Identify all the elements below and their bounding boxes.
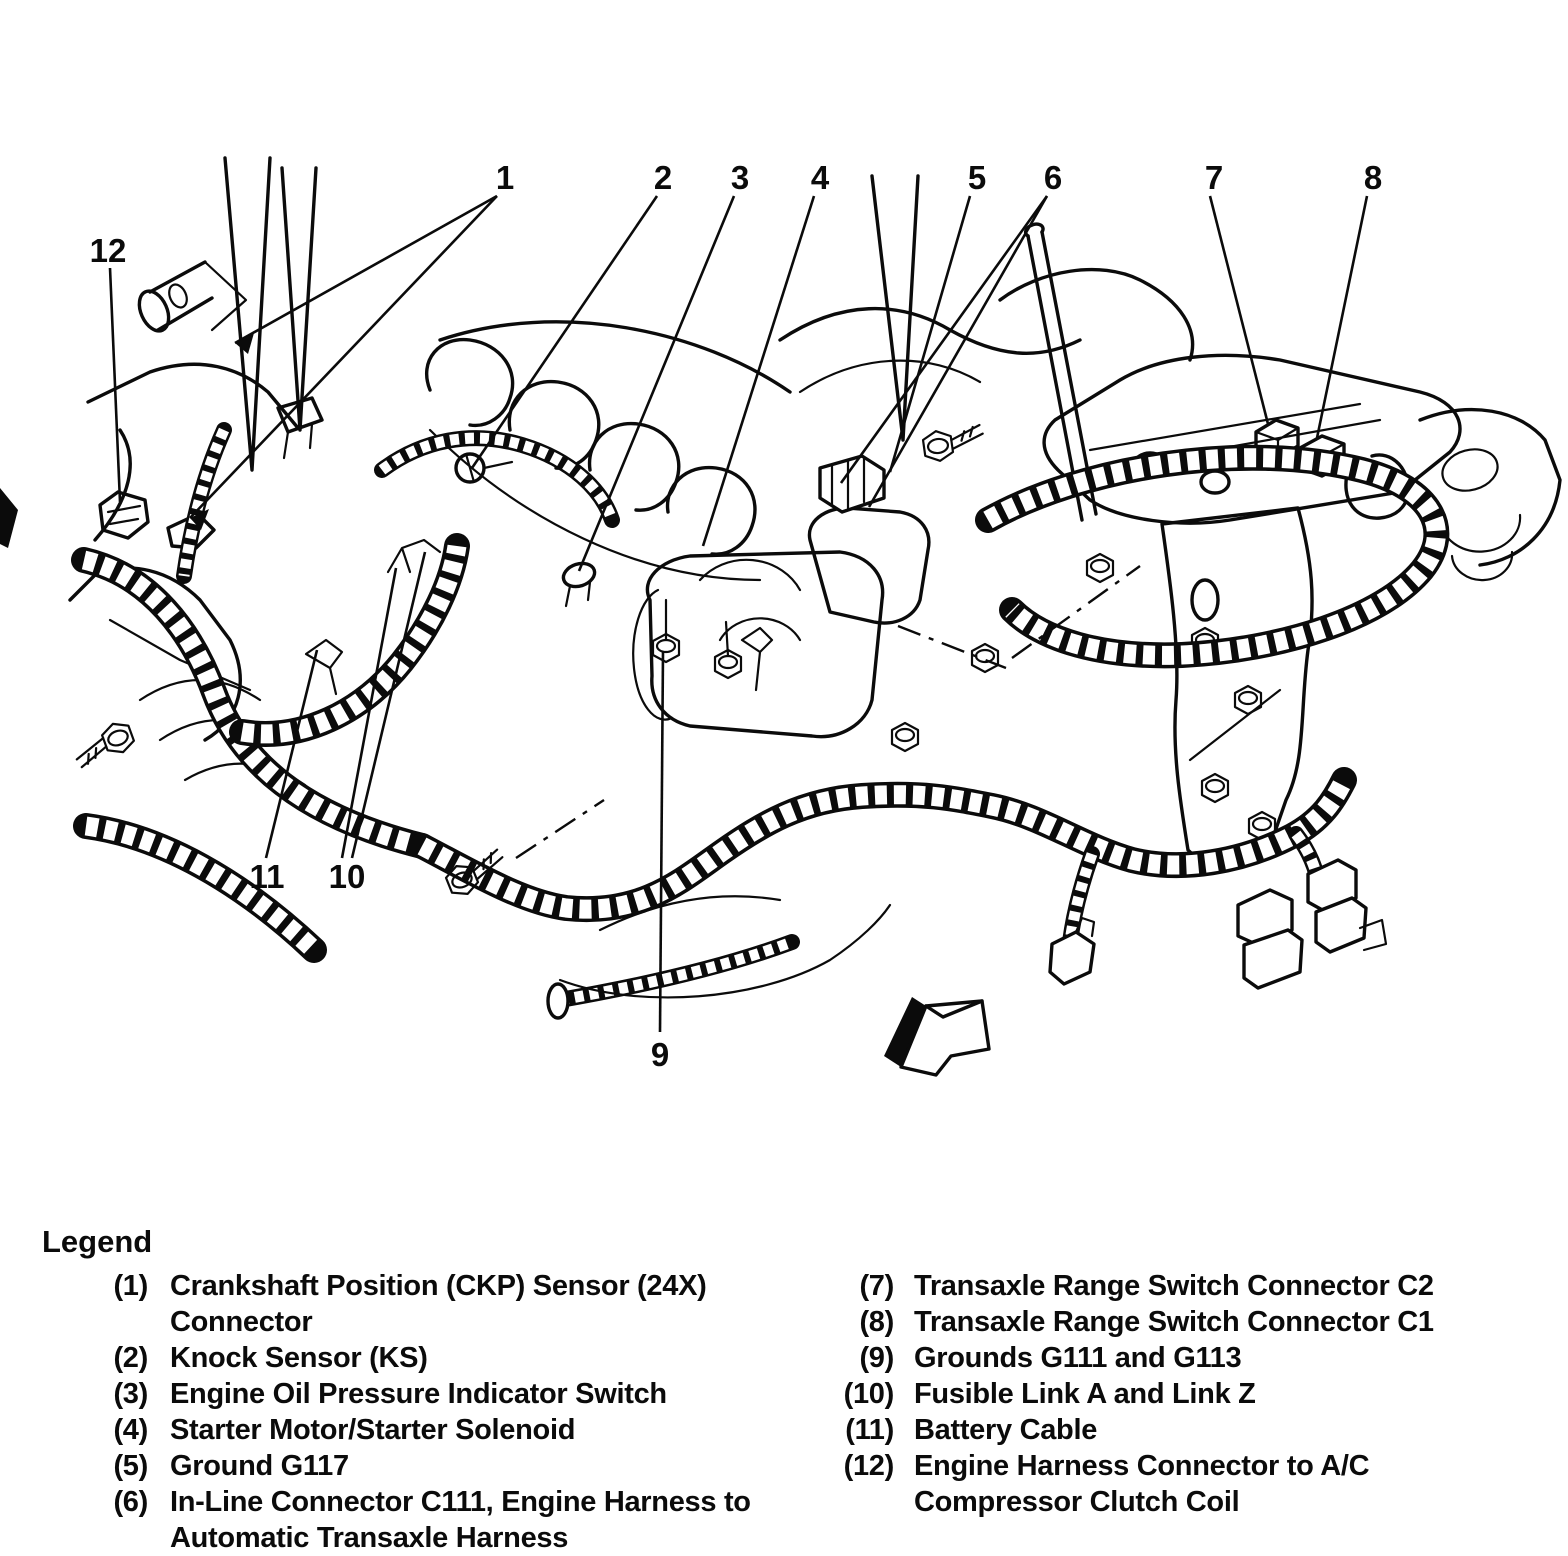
- legend-item-text: Starter Motor/Starter Solenoid: [170, 1414, 576, 1446]
- legend-item-text: Crankshaft Position (CKP) Sensor (24X) Connector: [170, 1270, 707, 1338]
- valve-cover: [1044, 355, 1460, 523]
- legend-column-left: [40, 1268, 776, 1556]
- legend-item-number: (11): [845, 1414, 894, 1446]
- legend-item-10: [770, 1376, 1434, 1412]
- legend-item-text: Transaxle Range Switch Connector C2: [914, 1270, 1434, 1302]
- callout-label-11: 11: [249, 858, 285, 895]
- legend-item-text: Battery Cable: [914, 1414, 1098, 1446]
- legend-item-11: [770, 1412, 1434, 1448]
- legend-item-text: Engine Harness Connector to A/C Compressor Clutch Coil: [914, 1450, 1370, 1518]
- callout-label-6: 6: [1043, 159, 1063, 196]
- legend-item-text: Transaxle Range Switch Connector C1: [914, 1306, 1434, 1338]
- callout-label-5: 5: [967, 159, 987, 196]
- legend-item-number: (12): [843, 1450, 894, 1482]
- view-direction-arrow-icon: [884, 997, 989, 1075]
- legend-item-text: Knock Sensor (KS): [170, 1342, 428, 1374]
- leader-line-2: [472, 196, 657, 468]
- leader-line-8: [1317, 196, 1367, 438]
- leader-arrowhead-1a: [235, 333, 254, 354]
- legend-item-4: [40, 1412, 776, 1448]
- legend-title: Legend: [42, 1224, 153, 1259]
- accessory-bracket-spikes: [225, 158, 918, 470]
- legend-item-number: (7): [859, 1270, 894, 1302]
- harness-connectors: [1238, 860, 1386, 988]
- engine-line-art: [0, 158, 1560, 1018]
- leader-line-4: [703, 196, 814, 546]
- page-edge-mark: [0, 488, 18, 548]
- callout-label-4: 4: [810, 159, 830, 196]
- leader-line-12: [110, 268, 120, 502]
- mounting-bracket: [1162, 508, 1312, 865]
- leader-line-11: [266, 650, 317, 858]
- legend-item-text: Fusible Link A and Link Z: [914, 1378, 1256, 1410]
- legend-item-number: (2): [113, 1342, 148, 1374]
- conduit-open-end: [548, 984, 568, 1018]
- ground-studs-g111-g113: [653, 600, 741, 678]
- callout-label-12: 12: [89, 232, 127, 269]
- legend-item-number: (10): [843, 1378, 894, 1410]
- legend-item-number: (6): [113, 1486, 148, 1518]
- legend-item-2: [40, 1340, 776, 1376]
- fusible-links: [388, 540, 440, 572]
- legend-item-number: (1): [113, 1270, 148, 1302]
- legend-item-5: [40, 1448, 776, 1484]
- legend-item-8: [770, 1304, 1434, 1340]
- legend-item-9: [770, 1340, 1434, 1376]
- legend-item-3: [40, 1376, 776, 1412]
- legend-item-number: (5): [113, 1450, 148, 1482]
- leader-lines: [110, 196, 1367, 1032]
- legend-item-12: [770, 1448, 1434, 1520]
- legend-item-7: [770, 1268, 1434, 1304]
- legend-column-right: [770, 1268, 1434, 1520]
- legend-item-number: (8): [859, 1306, 894, 1338]
- leader-line-1a: [235, 196, 497, 343]
- exhaust-manifold: [427, 322, 790, 580]
- leader-line-7: [1210, 196, 1268, 424]
- oil-pressure-switch: [560, 560, 597, 606]
- callout-label-7: 7: [1204, 159, 1224, 196]
- callout-label-1: 1: [495, 159, 515, 196]
- leader-line-3: [579, 196, 734, 571]
- legend-item-number: (3): [113, 1378, 148, 1410]
- legend-item-text: Ground G117: [170, 1450, 349, 1482]
- legend-item-number: (9): [859, 1342, 894, 1374]
- legend-item-text: Grounds G111 and G113: [914, 1342, 1242, 1374]
- legend-item-text: In-Line Connector C111, Engine Harness to Automatic Transaxle Harness: [170, 1486, 751, 1554]
- callout-label-8: 8: [1363, 159, 1383, 196]
- legend-item-6: [40, 1484, 776, 1556]
- battery-cable-lug: [306, 640, 342, 694]
- legend-item-number: (4): [113, 1414, 148, 1446]
- callout-label-9: 9: [650, 1036, 670, 1073]
- inline-connector-c111: [820, 456, 884, 512]
- leader-line-1b: [190, 196, 497, 518]
- starter-motor: [633, 508, 929, 737]
- legend-item-1: [40, 1268, 776, 1340]
- callout-label-3: 3: [730, 159, 750, 196]
- legend-item-text: Engine Oil Pressure Indicator Switch: [170, 1378, 667, 1410]
- callout-label-2: 2: [653, 159, 673, 196]
- callout-label-10: 10: [328, 858, 366, 895]
